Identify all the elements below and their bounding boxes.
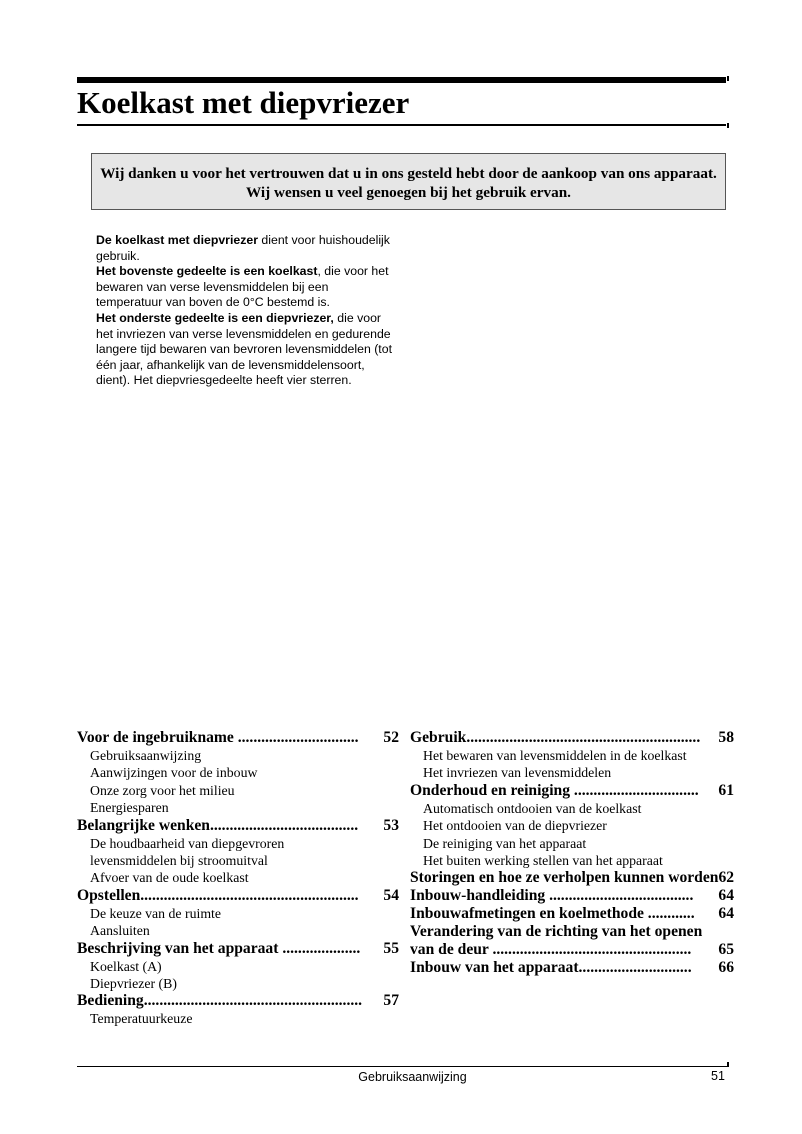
description-text: , die voor het bewaren van verse levensmiddelen bij een temperatuur van boven de 0°C bestemd is. xyxy=(96,264,389,310)
toc-subitem[interactable]: Automatisch ontdooien van de koelkast xyxy=(423,800,642,816)
toc-heading[interactable]: Gebruik............................................................ 58 xyxy=(410,729,734,746)
edge-mark xyxy=(727,76,729,81)
toc-subitem[interactable]: Het buiten werking stellen van het apparaat xyxy=(423,853,663,869)
footer-label: Gebruiksaanwijzing xyxy=(358,1070,467,1084)
toc-subitem[interactable]: Onze zorg voor het milieu xyxy=(90,782,235,798)
toc-heading[interactable]: Inbouwafmetingen en koelmethode ............ 64 xyxy=(410,905,734,923)
description xyxy=(96,233,396,389)
title-bottom-rule xyxy=(77,124,726,126)
intro-text: Wij danken u voor het vertrouwen dat u in ons gesteld hebt door de aankoop van ons apparaat. Wij wensen u veel genoegen bij het gebruik ervan. xyxy=(100,165,717,201)
toc-heading[interactable]: Opstellen........................................................ 54 xyxy=(77,886,399,904)
description-text: die voor het invriezen van verse levensmiddelen en gedurende langere tijd bewaren van bevroren levensmiddelen (tot één jaar, afhankelijk van de levensmiddelensoort, dient). Het diepvriesgedeelte heeft vier sterren. xyxy=(96,310,392,388)
toc-subitem[interactable]: Het bewaren van levensmiddelen in de koelkast xyxy=(423,748,687,763)
toc-heading[interactable]: Verandering van de richting van het openen van de deur ................................................... 65 xyxy=(410,923,734,959)
toc-subitem[interactable]: Het invriezen van levensmiddelen xyxy=(423,765,612,781)
toc-left-column xyxy=(77,729,399,1028)
toc-subitem[interactable]: Temperatuurkeuze xyxy=(90,1011,193,1027)
toc-right-column xyxy=(410,729,734,977)
intro-box xyxy=(91,153,726,210)
toc-subitem[interactable]: De keuze van de ruimte xyxy=(90,905,222,921)
toc-subitem[interactable]: Diepvriezer (B) xyxy=(90,976,177,992)
toc-subitem[interactable]: levensmiddelen bij stroomuitval xyxy=(90,853,268,869)
toc-heading[interactable]: Belangrijke wenken...................................... 53 xyxy=(77,816,399,834)
page-title: Koelkast met diepvriezer xyxy=(77,85,410,120)
toc-heading[interactable]: Storingen en hoe ze verholpen kunnen worden 62 xyxy=(410,869,735,887)
edge-mark xyxy=(727,1062,729,1067)
page-number: 51 xyxy=(711,1069,725,1083)
toc-heading[interactable]: Inbouw van het apparaat............................. 66 xyxy=(410,959,734,977)
description-paragraph xyxy=(96,233,396,264)
toc-subitem[interactable]: Koelkast (A) xyxy=(90,958,162,974)
description-paragraph xyxy=(96,311,396,389)
toc-subitem[interactable]: Aansluiten xyxy=(90,923,150,939)
title-top-rule xyxy=(77,77,726,83)
toc-heading[interactable]: Bediening........................................................ 57 xyxy=(77,992,399,1010)
toc-subitem[interactable]: Het ontdooien van de diepvriezer xyxy=(423,818,607,834)
description-bold: De koelkast met diepvriezer xyxy=(96,233,258,247)
description-text: dient voor huishoudelijk gebruik. xyxy=(96,233,390,263)
toc-subitem[interactable]: Gebruiksaanwijzing xyxy=(90,748,202,763)
toc-subitem[interactable]: Aanwijzingen voor de inbouw xyxy=(90,765,258,781)
description-bold: Het onderste gedeelte is een diepvriezer, xyxy=(96,310,334,325)
description-paragraph xyxy=(96,264,396,311)
toc-heading[interactable]: Voor de ingebruikname ............................... 52 xyxy=(77,729,399,746)
toc-subitem[interactable]: De houdbaarheid van diepgevroren xyxy=(90,835,285,851)
toc-subitem[interactable]: Afvoer van de oude koelkast xyxy=(90,870,249,886)
toc-heading[interactable]: Onderhoud en reiniging ................................ 61 xyxy=(410,781,734,799)
toc-subitem[interactable]: De reiniging van het apparaat xyxy=(423,835,587,851)
edge-mark xyxy=(727,123,729,128)
toc-heading[interactable]: Inbouw-handleiding ..................................... 64 xyxy=(410,887,734,905)
description-bold: Het bovenste gedeelte is een koelkast xyxy=(96,264,318,279)
footer-rule xyxy=(77,1066,727,1067)
toc-heading[interactable]: Beschrijving van het apparaat .................... 55 xyxy=(77,939,399,957)
toc-subitem[interactable]: Energiesparen xyxy=(90,800,169,816)
